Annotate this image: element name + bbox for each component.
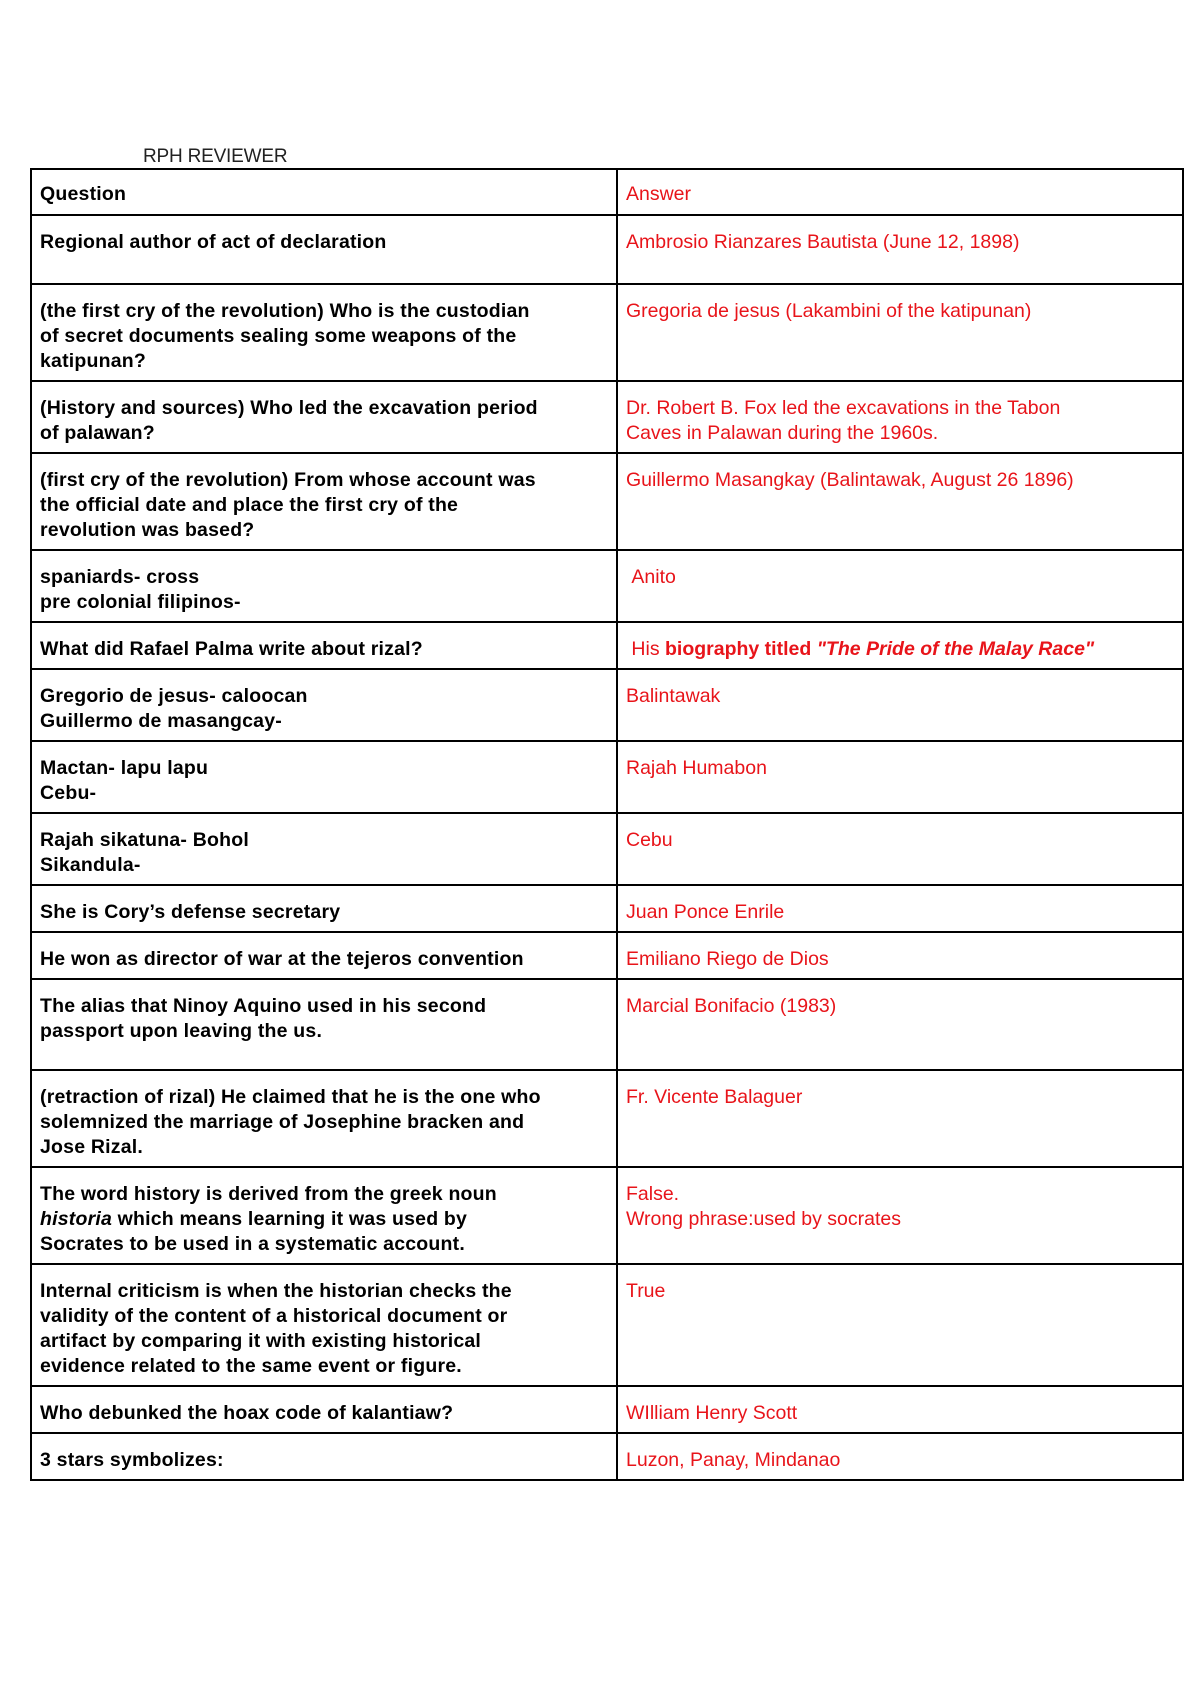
answer-cell: False. Wrong phrase:used by socrates — [617, 1167, 1183, 1264]
answer-cell — [617, 622, 1183, 669]
answer-cell: Ambrosio Rianzares Bautista (June 12, 1898) — [617, 215, 1183, 284]
table-row — [31, 550, 1183, 622]
answer-cell: Cebu — [617, 813, 1183, 885]
book-title: "The Pride of the Malay Race" — [816, 638, 1095, 660]
question-cell: The word history is derived from the greek noun historia which means learning it was used by Socrates to be used in a systematic account. — [31, 1167, 617, 1264]
table-row — [31, 215, 1183, 284]
answer-cell: Juan Ponce Enrile — [617, 885, 1183, 932]
question-cell: (first cry of the revolution) From whose account was the official date and place the first cry of the revolution was based? — [31, 453, 617, 550]
answer-cell: Fr. Vicente Balaguer — [617, 1070, 1183, 1167]
question-cell: (retraction of rizal) He claimed that he is the one who solemnized the marriage of Josephine bracken and Jose Rizal. — [31, 1070, 617, 1167]
answer-text: His — [626, 638, 666, 660]
question-cell: The alias that Ninoy Aquino used in his second passport upon leaving the us. — [31, 979, 617, 1070]
question-text: which means learning it was used by — [112, 1208, 468, 1230]
table-row — [31, 669, 1183, 741]
answer-cell: Anito — [617, 550, 1183, 622]
table-row — [31, 1070, 1183, 1167]
answer-cell: True — [617, 1264, 1183, 1386]
table-row — [31, 1386, 1183, 1433]
table-row — [31, 1264, 1183, 1386]
question-cell: (the first cry of the revolution) Who is the custodian of secret documents sealing some weapons of the katipunan? — [31, 284, 617, 381]
greek-noun: historia — [40, 1208, 113, 1230]
table-row — [31, 813, 1183, 885]
answer-header: Answer — [617, 169, 1183, 215]
table-row — [31, 979, 1183, 1070]
question-cell: (History and sources) Who led the excavation period of palawan? — [31, 381, 617, 453]
answer-cell: Emiliano Riego de Dios — [617, 932, 1183, 979]
question-cell: What did Rafael Palma write about rizal? — [31, 622, 617, 669]
answer-cell: Rajah Humabon — [617, 741, 1183, 813]
header-row — [31, 169, 1183, 215]
question-cell: Rajah sikatuna- Bohol Sikandula- — [31, 813, 617, 885]
question-header: Question — [31, 169, 617, 215]
table-row — [31, 453, 1183, 550]
answer-cell: Balintawak — [617, 669, 1183, 741]
table-row — [31, 1167, 1183, 1264]
question-cell: Internal criticism is when the historian checks the validity of the content of a historical document or artifact by comparing it with existing historical evidence related to the same event or figure. — [31, 1264, 617, 1386]
answer-bold-text: biography titled — [665, 638, 817, 660]
question-cell: Who debunked the hoax code of kalantiaw? — [31, 1386, 617, 1433]
question-cell: Mactan- lapu lapu Cebu- — [31, 741, 617, 813]
reviewer-table — [30, 168, 1184, 1481]
page-title: RPH REVIEWER — [143, 146, 288, 167]
table-row — [31, 1433, 1183, 1480]
table-row — [31, 284, 1183, 381]
table-row — [31, 741, 1183, 813]
question-cell: He won as director of war at the tejeros convention — [31, 932, 617, 979]
question-cell: Gregorio de jesus- caloocan Guillermo de masangcay- — [31, 669, 617, 741]
table-row — [31, 885, 1183, 932]
answer-cell: Marcial Bonifacio (1983) — [617, 979, 1183, 1070]
answer-cell: WIlliam Henry Scott — [617, 1386, 1183, 1433]
table-row — [31, 381, 1183, 453]
answer-cell: Luzon, Panay, Mindanao — [617, 1433, 1183, 1480]
table-row — [31, 932, 1183, 979]
question-cell: She is Cory’s defense secretary — [31, 885, 617, 932]
question-cell: 3 stars symbolizes: — [31, 1433, 617, 1480]
answer-cell: Dr. Robert B. Fox led the excavations in the Tabon Caves in Palawan during the 1960s. — [617, 381, 1183, 453]
table-row — [31, 622, 1183, 669]
answer-cell: Gregoria de jesus (Lakambini of the katipunan) — [617, 284, 1183, 381]
question-cell: Regional author of act of declaration — [31, 215, 617, 284]
question-cell: spaniards- cross pre colonial filipinos- — [31, 550, 617, 622]
answer-cell: Guillermo Masangkay (Balintawak, August 26 1896) — [617, 453, 1183, 550]
